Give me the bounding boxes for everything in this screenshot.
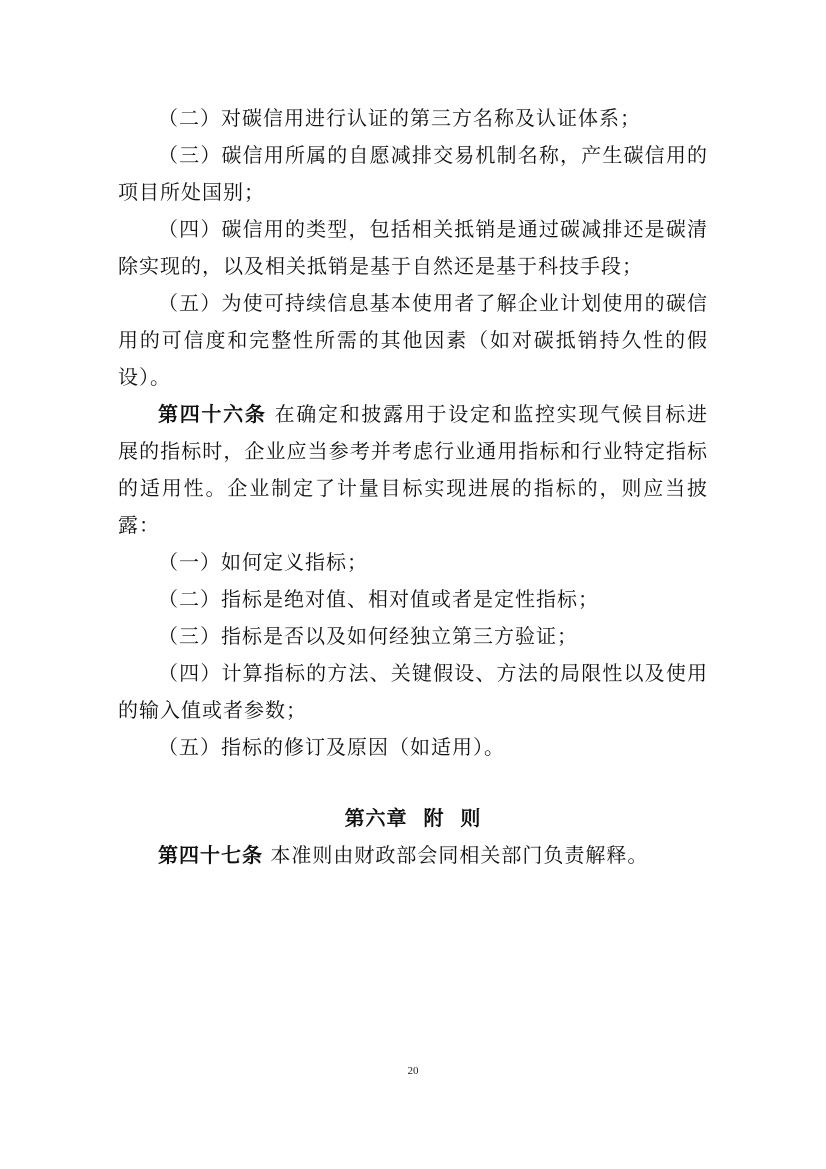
list-item-2: （二）指标是绝对值、相对值或者是定性指标； [158,587,599,611]
section-gap [118,766,708,800]
list-item-1: （一）如何定义指标； [158,550,368,574]
list-item-5: （五）指标的修订及原因（如适用）。 [158,735,505,759]
article-46-label: 第四十六条 [158,402,267,426]
paragraph-item-5: （五）为使可持续信息基本使用者了解企业计划使用的碳信用的可信度和完整性所需的其他因素（如对碳抵销持久性的假设）。 [118,291,708,389]
paragraph-item-2: （二）对碳信用进行认证的第三方名称及认证体系； [158,106,641,130]
article-47-text: 本准则由财政部会同相关部门负责解释。 [263,843,649,867]
document-body [118,100,708,874]
list-item-4: （四）计算指标的方法、关键假设、方法的局限性以及使用的输入值或者参数； [118,661,708,722]
article-46-text: 在确定和披露用于设定和监控实现气候目标进展的指标时，企业应当参考并考虑行业通用指标和行业特定指标的适用性。企业制定了计量目标实现进展的指标的，则应当披露： [118,402,709,537]
paragraph-item-4: （四）碳信用的类型，包括相关抵销是通过碳减排还是碳清除实现的，以及相关抵销是基于自然还是基于科技手段； [118,217,708,278]
page-number: 20 [407,1065,419,1077]
article-47-label: 第四十七条 [158,843,263,867]
paragraph-item-3: （三）碳信用所属的自愿减排交易机制名称，产生碳信用的项目所处国别； [118,143,708,204]
chapter-heading: 第六章 附 则 [344,806,482,830]
article-47 [118,837,708,874]
list-item-3: （三）指标是否以及如何经独立第三方验证； [158,624,578,648]
article-46 [118,396,708,544]
